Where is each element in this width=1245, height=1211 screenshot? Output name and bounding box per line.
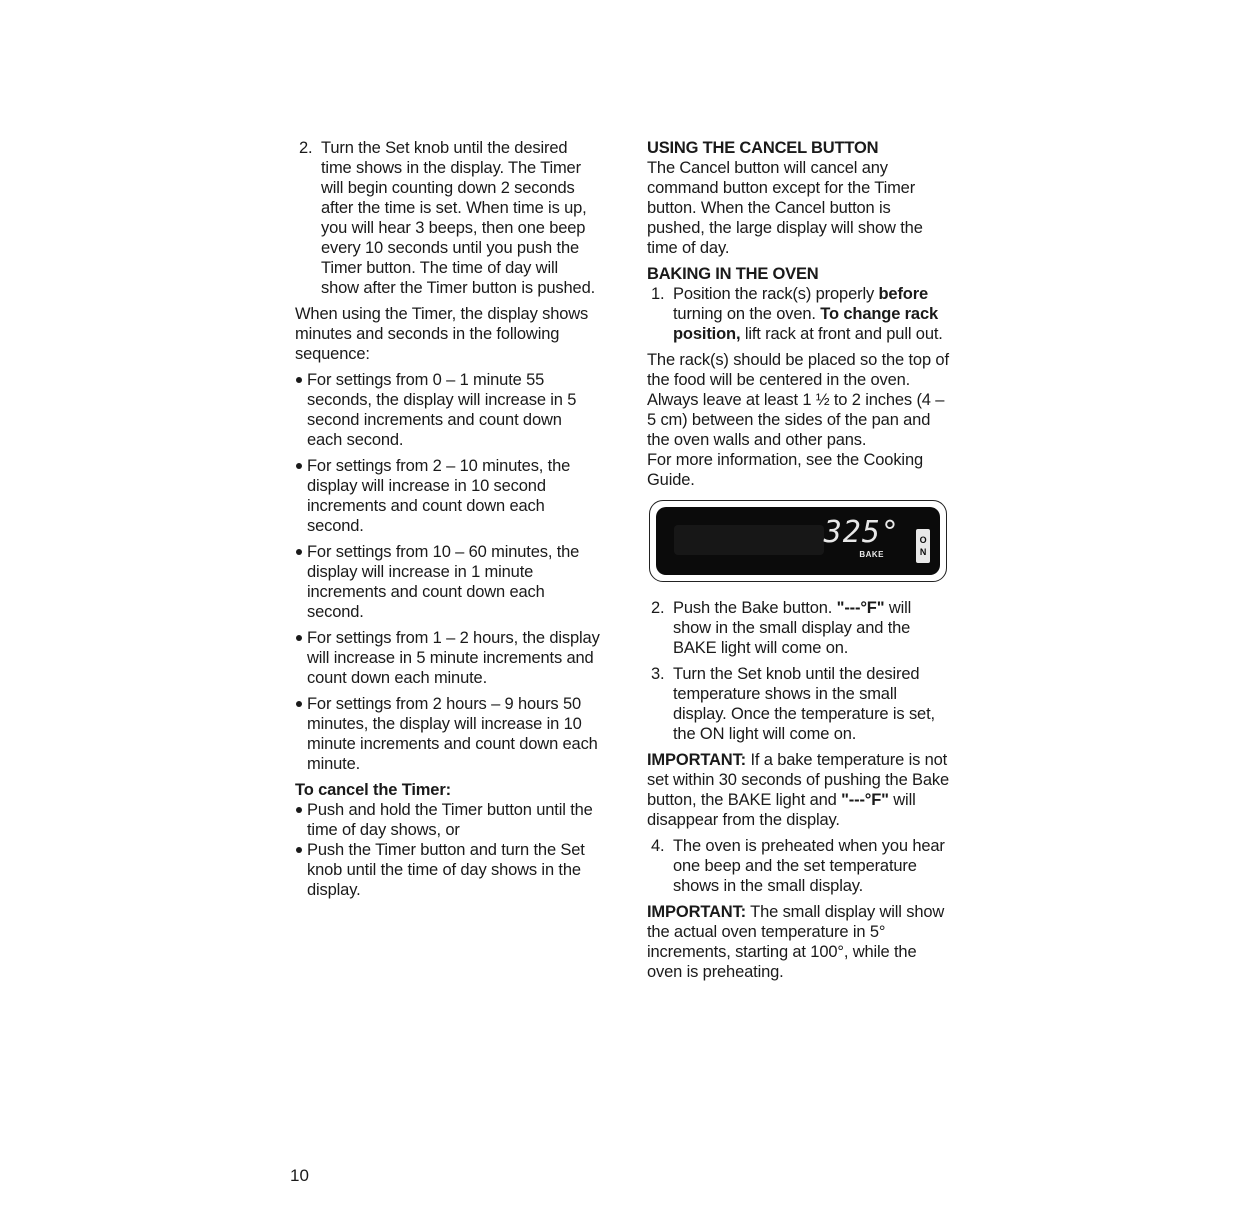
display-screen	[656, 507, 940, 575]
important2-text: The small display will show the actual oven temperature in 5° increments, starting at 100°, while the oven is preheating.	[647, 903, 945, 981]
cancel-bullet-2: Push the Timer button and turn the Set knob until the time of day shows in the display.	[295, 840, 600, 900]
step-number: 2.	[651, 599, 665, 617]
cancel-button-text: The Cancel button will cancel any command button except for the Timer button. When the Cancel button is pushed, the large display will show the time of day.	[647, 159, 923, 257]
step1-text-e: lift rack at front and pull out.	[740, 325, 943, 343]
important1-text-a: If a bake temperature is not set within 30 seconds of pushing the Bake button, the BAKE light and	[647, 751, 950, 809]
timer-step-2	[295, 138, 600, 298]
step2-text-c: will show in the small display and the BAKE light will come on.	[673, 599, 912, 657]
cancel-bullet-1: Push and hold the Timer button until the time of day shows, or	[295, 800, 600, 840]
important-label: IMPORTANT:	[647, 751, 747, 769]
bake-step-2	[647, 598, 952, 658]
on-letter-n: N	[919, 547, 927, 557]
more-info-text: For more information, see the Cooking Guide.	[647, 451, 923, 489]
step4-text: The oven is preheated when you hear one beep and the set temperature shows in the small display.	[673, 837, 945, 895]
step-number: 2.	[299, 139, 313, 157]
step2-text-a: Push the Bake button.	[673, 599, 837, 617]
important-note-1	[647, 750, 952, 830]
timer-bullet-2: For settings from 2 – 10 minutes, the display will increase in 10 second increments and count down each second.	[295, 456, 600, 536]
cancel-button-heading: USING THE CANCEL BUTTON	[647, 139, 879, 157]
timer-intro: When using the Timer, the display shows minutes and seconds in the following sequence:	[295, 305, 589, 363]
right-column	[647, 138, 952, 988]
step3-text: Turn the Set knob until the desired temperature shows in the small display. Once the temperature is set, the ON light will come on.	[673, 665, 935, 743]
step-text: Turn the Set knob until the desired time shows in the display. The Timer will begin counting down 2 seconds after the time is set. When time is up, you will hear 3 beeps, then one beep every 10 seconds until you push the Timer button. The time of day will show after the Timer button is pushed.	[321, 139, 596, 297]
step-number: 4.	[651, 837, 665, 855]
step-number: 1.	[651, 285, 665, 303]
important1-text-b: "---°F"	[841, 791, 889, 809]
timer-bullet-1: For settings from 0 – 1 minute 55 seconds, the display will increase in 5 second increments and count down each second.	[295, 370, 600, 450]
important-note-2	[647, 902, 952, 982]
timer-bullet-4: For settings from 1 – 2 hours, the display will increase in 5 minute increments and count down each minute.	[295, 628, 600, 688]
timer-bullet-5: For settings from 2 hours – 9 hours 50 minutes, the display will increase in 10 minute increments and count down each minute.	[295, 694, 600, 774]
step1-text-b: before	[878, 285, 929, 303]
important1-text-c: will disappear from the display.	[647, 791, 916, 829]
bake-step-1	[647, 284, 952, 344]
oven-display-illustration	[649, 500, 947, 582]
rack-text: The rack(s) should be placed so the top of the food will be centered in the oven. Always leave at least 1 ½ to 2 inches (4 – 5 cm) between the sides of the pan and the oven walls and other pans.	[647, 351, 949, 449]
step1-text-c: turning on the oven.	[673, 305, 821, 323]
display-on-indicator	[916, 529, 930, 563]
step2-text-b: "---°F"	[836, 599, 885, 617]
display-bake-label: BAKE	[859, 550, 884, 559]
page-number: 10	[290, 1166, 309, 1185]
left-column	[295, 138, 600, 906]
bake-step-4	[647, 836, 952, 896]
step-number: 3.	[651, 665, 665, 683]
timer-bullet-3: For settings from 10 – 60 minutes, the display will increase in 1 minute increments and count down each second.	[295, 542, 600, 622]
step1-text-d: To change rack position,	[673, 305, 939, 343]
baking-heading: BAKING IN THE OVEN	[647, 265, 819, 283]
step1-text-a: Position the rack(s) properly	[673, 285, 879, 303]
display-temperature: 325°	[823, 515, 900, 550]
cancel-timer-heading: To cancel the Timer:	[295, 781, 451, 799]
important-label: IMPORTANT:	[647, 903, 747, 921]
display-time-area	[674, 525, 824, 555]
on-letter-o: O	[919, 535, 927, 545]
bake-step-3	[647, 664, 952, 744]
